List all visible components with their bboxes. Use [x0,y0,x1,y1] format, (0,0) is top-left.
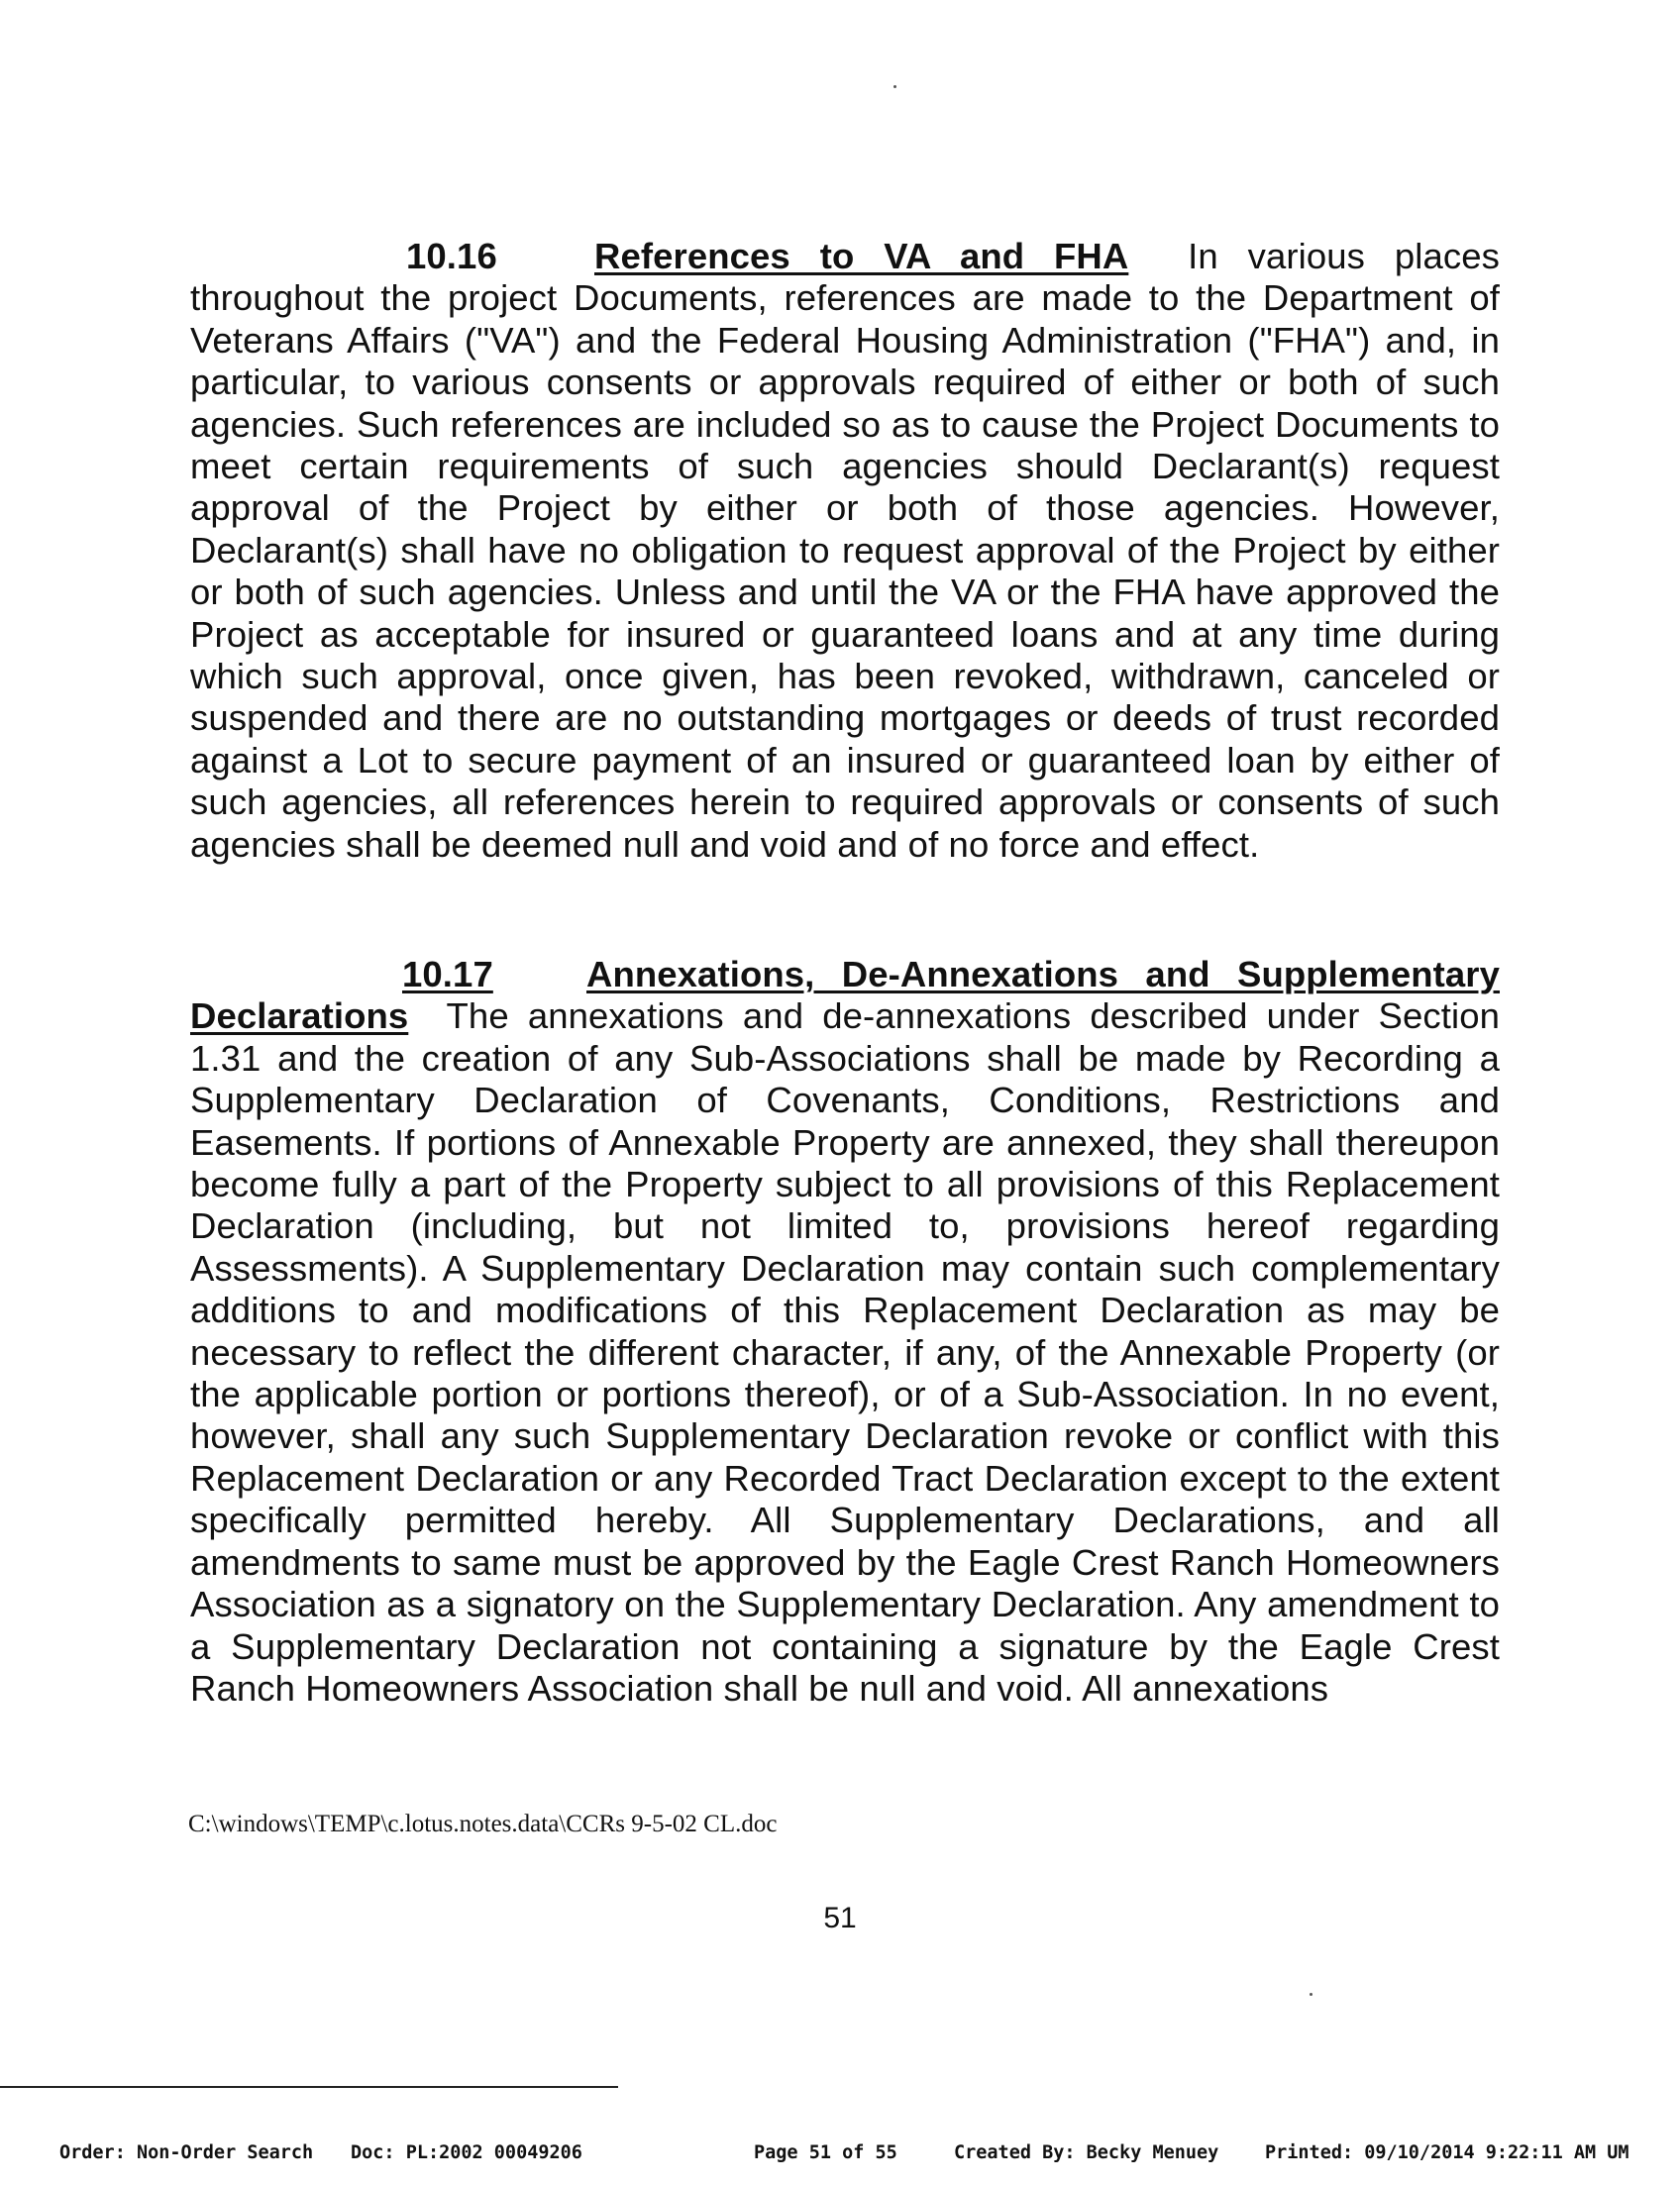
stamp-doc: Doc: PL:2002 00049206 [351,2142,582,2163]
section-body: In various places throughout the project Documents, references are made to the Department of Veterans Affairs ("VA") and the Federal Housing Administration ("FHA") and, in particular, to various consents or approvals required of either or both of such agencies. Such references are included so as to cause the Project Documents to meet certain requirements of such agencies should Declarant(s) request approval of the Project by either or both of those agencies. However, Declarant(s) shall have no obligation to request approval of the Project by either or both of such agencies. Unless and until the VA or the FHA have approved the Project as acceptable for insured or guaranteed loans and at any time during which such approval, once given, has been revoked, withdrawn, canceled or suspended and there are no outstanding mortgages or deeds of trust recorded against a Lot to secure payment of an insured or guaranteed loan by either of such agencies, all references herein to required approvals or consents of such agencies shall be deemed null and void and of no force and effect. [190,236,1501,865]
stamp-page: Page 51 of 55 [754,2142,897,2163]
footer-divider [0,2086,618,2088]
stamp-created-by: Created By: Becky Menuey [954,2142,1219,2163]
section-number: 10.16 [406,236,497,276]
recording-stamp [0,2142,1680,2170]
file-path-footer: C:\windows\TEMP\c.lotus.notes.data\CCRs 9-5-02 CL.doc [188,1811,778,1837]
section-number: 10.17 [402,954,493,994]
section-10-16 [190,236,1500,866]
stamp-printed: Printed: 09/10/2014 9:22:11 AM UM [1265,2142,1629,2163]
scan-speck [893,85,896,88]
section-title: Annexations, De-Annexations and Supplementary Declarations [190,954,1500,1037]
stamp-order: Order: Non-Order Search [59,2142,314,2163]
scan-speck [1310,1993,1312,1996]
section-title: References to VA and FHA [594,236,1129,276]
section-body: The annexations and de-annexations described under Section 1.31 and the creation of any Sub-Associations shall be made by Recording a Supplementary Declaration of Covenants, Conditions, Restrictions and Easements. If portions of Annexable Property are annexed, they shall thereupon become fully a part of the Property subject to all provisions of this Replacement Declaration (including, but not limited to, provisions hereof regarding Assessments). A Supplementary Declaration may contain such complementary additions to and modifications of this Replacement Declaration as may be necessary to reflect the different character, if any, of the Annexable Property (or the applicable portion or portions thereof), or of a Sub-Association. In no event, however, shall any such Supplementary Declaration revoke or conflict with this Replacement Declaration or any Recorded Tract Declaration except to the extent specifically permitted hereby. All Supplementary Declarations, and all amendments to same must be approved by the Eagle Crest Ranch Homeowners Association as a signatory on the Supplementary Declaration. Any amendment to a Supplementary Declaration not containing a signature by the Eagle Crest Ranch Homeowners Association shall be null and void. All annexations [190,995,1501,1709]
page-number: 51 [823,1902,857,1934]
section-10-17 [190,954,1500,1710]
